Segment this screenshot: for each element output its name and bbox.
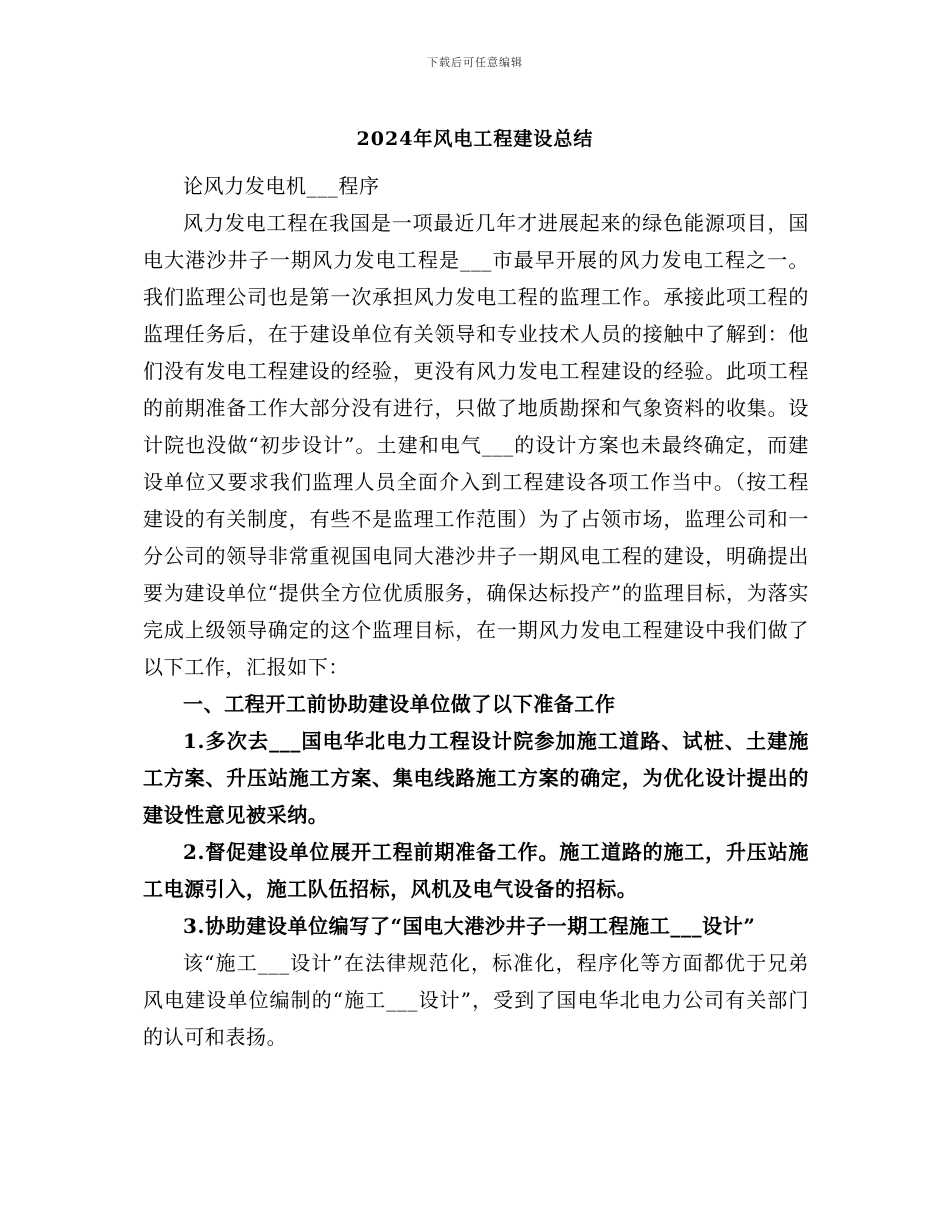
document-body [143, 168, 809, 1056]
intro-paragraph: 风力发电工程在我国是一项最近几年才进展起来的绿色能源项目，国电大港沙井子一期风力发电工程是___市最早开展的风力发电工程之一。我们监理公司也是第一次承担风力发电工程的监理工作。承接此项工程的监理任务后，在于建设单位有关领导和专业技术人员的接触中了解到：他们没有发电工程建设的经验，更没有风力发电工程建设的经验。此项工程的前期准备工作大部分没有进行，只做了地质勘探和气象资料的收集。设计院也没做“初步设计”。土建和电气___的设计方案也未最终确定，而建设单位又要求我们监理人员全面介入到工程建设各项工作当中。（按工程建设的有关制度，有些不是监理工作范围）为了占领市场，监理公司和一分公司的领导非常重视国电同大港沙井子一期风电工程的建设，明确提出要为建设单位“提供全方位优质服务，确保达标投产”的监理目标，为落实完成上级领导确定的这个监理目标，在一期风力发电工程建设中我们做了以下工作，汇报如下： [143, 211, 809, 679]
header-note: 下载后可任意编辑 [427, 56, 523, 69]
list-item: 2.督促建设单位展开工程前期准备工作。施工道路的施工，升压站施工电源引入，施工队伍招标，风机及电气设备的招标。 [143, 840, 809, 901]
document-title: 2024年风电工程建设总结 [356, 128, 594, 150]
section-heading-1: 一、工程开工前协助建设单位做了以下准备工作 [183, 692, 616, 716]
list-item: 3.协助建设单位编写了“国电大港沙井子一期工程施工___设计” [183, 914, 756, 938]
closing-paragraph: 该“施工___设计”在法律规范化，标准化，程序化等方面都优于兄弟风电建设单位编制的“施工___设计”，受到了国电华北电力公司有关部门的认可和表扬。 [143, 951, 809, 1049]
list-item: 1.多次去___国电华北电力工程设计院参加施工道路、试桩、土建施工方案、升压站施工方案、集电线路施工方案的确定，为优化设计提出的建设性意见被采纳。 [143, 729, 809, 827]
document-subtitle: 论风力发电机___程序 [183, 174, 380, 198]
